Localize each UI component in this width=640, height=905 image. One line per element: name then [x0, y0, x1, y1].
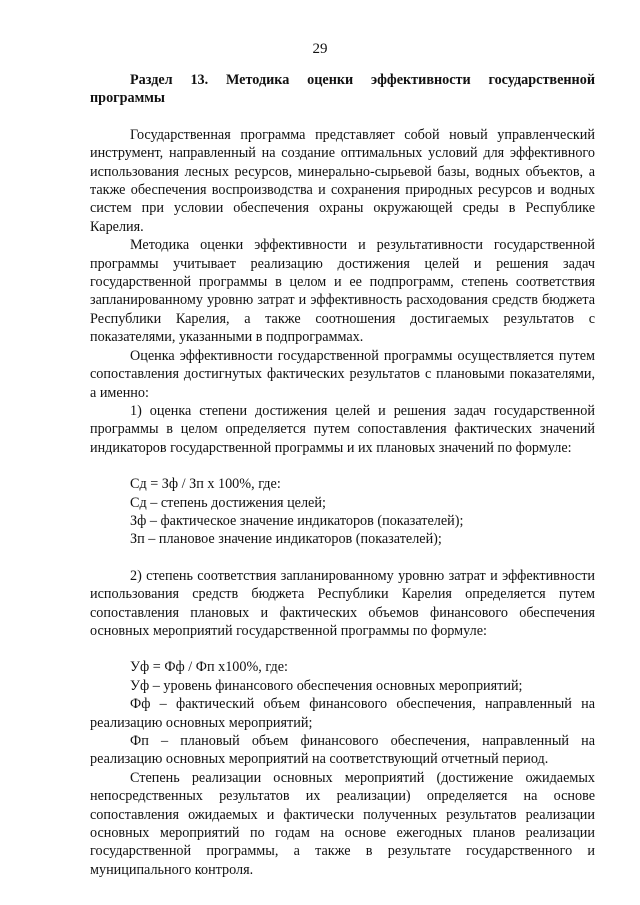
formula-2-definition: Фф – фактический объем финансового обеспечения, направленный на реализацию основных мероприятий; — [90, 696, 595, 731]
paragraph-assessment: Оценка эффективности государственной программы осуществляется путем сопоставления достигнутых фактических результатов с плановыми показателями, а именно: — [90, 347, 595, 401]
formula-1-block — [90, 475, 595, 549]
formula-1-expression: Сд = Зф / Зп х 100%, где: — [130, 476, 281, 493]
formula-2-definition: Фп – плановый объем финансового обеспечения, направленный на реализацию основных мероприятий на соответствующий отчетный период. — [90, 733, 595, 768]
formula-1-definition: Зф – фактическое значение индикаторов (показателей); — [130, 512, 464, 529]
spacer — [90, 549, 595, 567]
paragraph-item-2: 2) степень соответствия запланированному уровню затрат и эффективности использования средств бюджета Республики Карелия определяется путем сопоставления плановых и фактических объемов финансового обеспечения основных мероприятий государственной программы по формуле: — [90, 567, 595, 639]
spacer — [90, 457, 595, 475]
section-heading: Раздел 13. Методика оценки эффективности государственной программы — [90, 72, 595, 107]
spacer — [90, 640, 595, 658]
formula-1-definition: Сд – степень достижения целей; — [130, 494, 326, 511]
formula-2-expression: Уф = Фф / Фп х100%, где: — [130, 659, 288, 676]
paragraph-intro: Государственная программа представляет собой новый управленческий инструмент, направленный на создание оптимальных условий для эффективного использования лесных ресурсов, минерально-сырьевой базы, водных объектов, а также обеспечения воспроизводства и сохранения природных ресурсов и водных систем при условии обеспечения охраны окружающей среды в Республике Карелия. — [90, 126, 595, 235]
formula-1-definition: Зп – плановое значение индикаторов (показателей); — [130, 531, 442, 548]
page-number: 29 — [312, 41, 328, 57]
document-body — [90, 71, 595, 879]
formula-2-definition: Уф – уровень финансового обеспечения основных мероприятий; — [130, 677, 523, 694]
paragraph-item-1: 1) оценка степени достижения целей и решения задач государственной программы в целом определяется путем сопоставления фактических значений индикаторов государственной программы и их плановых значений по формуле: — [90, 402, 595, 456]
paragraph-final: Степень реализации основных мероприятий (достижение ожидаемых непосредственных результатов их реализации) определяется на основе сопоставления ожидаемых и фактически полученных результатов реализации основных мероприятий по годам на основе ежегодных планов реализации государственной программы, а также в результате государственного и муниципального контроля. — [90, 769, 595, 878]
paragraph-methodology: Методика оценки эффективности и результативности государственной программы учитывает реализацию достижения целей и решения задач государственной программы в целом и ее подпрограмм, степень соответствия запланированному уровню затрат и эффективность расходования средств бюджета Республики Карелия, а также соотношения достигаемых результатов с показателями, указанными в подпрограммах. — [90, 237, 595, 346]
